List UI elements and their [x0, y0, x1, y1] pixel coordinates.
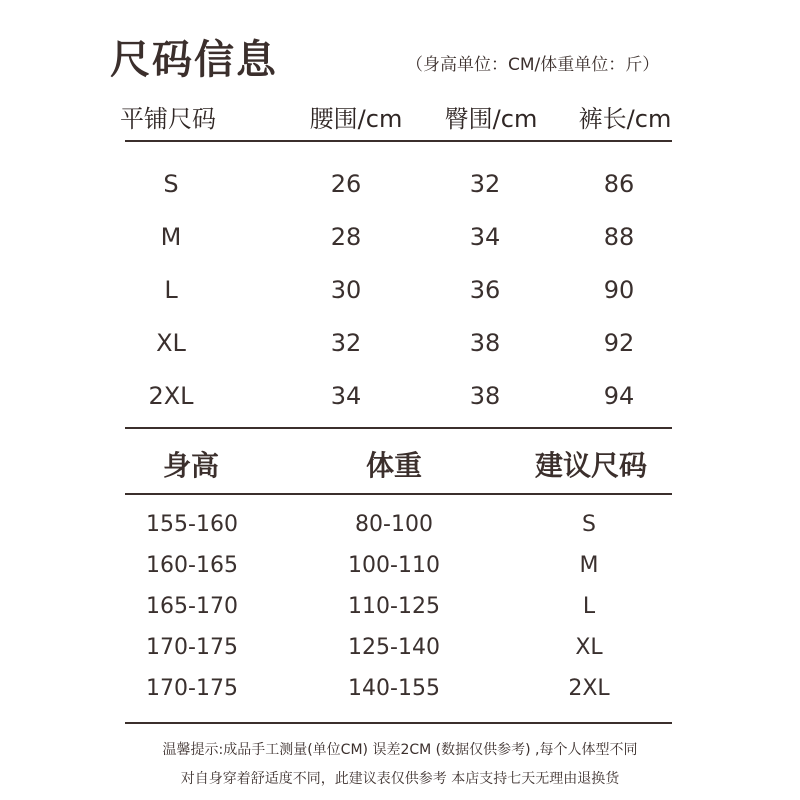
recommended-size-cell: M [579, 553, 599, 578]
length-cell: 88 [603, 223, 635, 251]
weight-cell: 110-125 [348, 594, 440, 619]
weight-cell: 80-100 [355, 512, 433, 537]
recommend-table-bottom-divider [125, 722, 672, 724]
hip-cell: 38 [469, 382, 501, 410]
length-cell: 86 [603, 170, 635, 198]
note-line-1: 温馨提示:成品手工测量(单位CM) 误差2CM (数据仅供参考) ,每个人体型不同 [162, 742, 638, 758]
recommended-size-cell: L [582, 594, 596, 619]
waist-cell: 26 [330, 170, 362, 198]
hip-cell: 38 [469, 329, 501, 357]
recommend-header-height: 身高 [162, 449, 220, 482]
size-table-bottom-divider [125, 427, 672, 429]
length-cell: 90 [603, 276, 635, 304]
length-cell: 94 [603, 382, 635, 410]
waist-cell: 30 [330, 276, 362, 304]
size-cell: XL [156, 329, 186, 357]
height-cell: 170-175 [146, 676, 238, 701]
size-header-waist: 腰围/cm [309, 105, 403, 133]
recommended-size-cell: S [582, 512, 596, 537]
size-cell: S [163, 170, 179, 198]
note-line-2: 对自身穿着舒适度不同，此建议表仅供参考 本店支持七天无理由退换货 [180, 771, 620, 787]
height-cell: 155-160 [146, 512, 238, 537]
size-cell: M [160, 223, 182, 251]
height-cell: 160-165 [146, 553, 238, 578]
weight-cell: 125-140 [348, 635, 440, 660]
recommended-size-cell: XL [575, 635, 603, 660]
height-cell: 165-170 [146, 594, 238, 619]
hip-cell: 36 [469, 276, 501, 304]
waist-cell: 28 [330, 223, 362, 251]
size-header-hip: 臀围/cm [444, 105, 538, 133]
waist-cell: 34 [330, 382, 362, 410]
size-header-length: 裤长/cm [578, 105, 672, 133]
size-cell: 2XL [148, 382, 194, 410]
unit-note: （身高单位：CM/体重单位：斤） [406, 55, 660, 75]
recommended-size-cell: 2XL [568, 676, 610, 701]
weight-cell: 140-155 [348, 676, 440, 701]
hip-cell: 32 [469, 170, 501, 198]
recommend-header-weight: 体重 [365, 449, 423, 482]
page-title: 尺码信息 [110, 37, 278, 83]
weight-cell: 100-110 [348, 553, 440, 578]
size-header-flat-size: 平铺尺码 [120, 105, 216, 133]
length-cell: 92 [603, 329, 635, 357]
waist-cell: 32 [330, 329, 362, 357]
size-table-header-divider [125, 140, 672, 142]
size-cell: L [164, 276, 178, 304]
hip-cell: 34 [469, 223, 501, 251]
recommend-table-header-divider [125, 493, 672, 495]
height-cell: 170-175 [146, 635, 238, 660]
recommend-header-size: 建议尺码 [534, 449, 648, 482]
